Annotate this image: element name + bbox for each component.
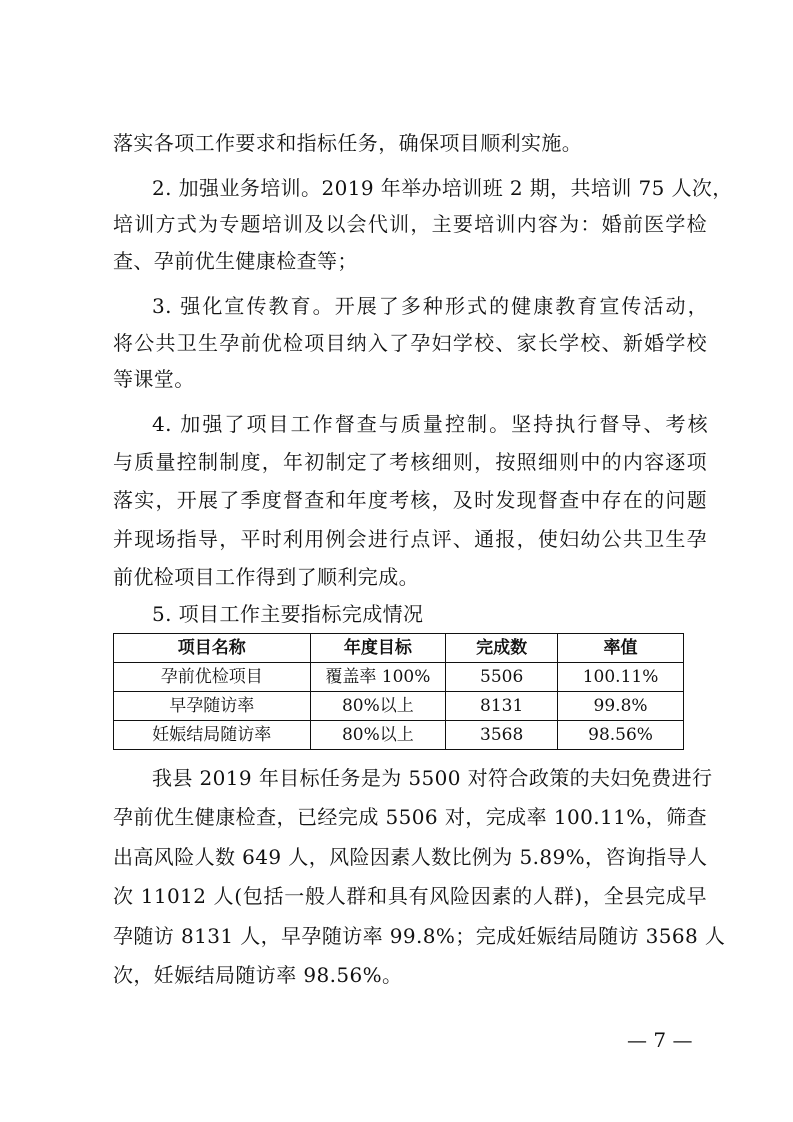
table-cell: 孕前优检项目 — [114, 663, 311, 692]
paragraph-line: 孕随访 8131 人，早孕随访率 99.8%；完成妊娠结局随访 3568 人 — [113, 924, 726, 948]
paragraph-line: 与质量控制制度，年初制定了考核细则，按照细则中的内容逐项 — [113, 450, 707, 474]
page-number: — 7 — — [627, 1028, 693, 1052]
paragraph-line: 出高风险人数 649 人，风险因素人数比例为 5.89%，咨询指导人 — [113, 845, 708, 869]
table-header-cell: 年度目标 — [310, 634, 446, 663]
table-cell: 妊娠结局随访率 — [114, 721, 311, 750]
paragraph-line: 落实，开展了季度督查和年度考核，及时发现督查中存在的问题 — [113, 488, 707, 512]
table-row — [114, 663, 684, 692]
paragraph-line: 等课堂。 — [113, 367, 195, 391]
table-cell: 98.56% — [558, 721, 684, 750]
paragraph-line: 孕前优生健康检查，已经完成 5506 对，完成率 100.11%，筛查 — [113, 805, 707, 829]
table-cell: 80%以上 — [310, 692, 446, 721]
paragraph-line: 3. 强化宣传教育。开展了多种形式的健康教育宣传活动， — [152, 294, 708, 318]
table-cell: 8131 — [446, 692, 558, 721]
table-cell: 100.11% — [558, 663, 684, 692]
table-row — [114, 721, 684, 750]
paragraph-line: 次，妊娠结局随访率 98.56%。 — [113, 963, 403, 987]
table-cell: 覆盖率 100% — [310, 663, 446, 692]
paragraph-line: 2. 加强业务培训。2019 年举办培训班 2 期，共培训 75 人次， — [152, 176, 733, 200]
table-header-cell: 项目名称 — [114, 634, 311, 663]
paragraph-line: 查、孕前优生健康检查等； — [113, 249, 358, 273]
table-cell: 3568 — [446, 721, 558, 750]
paragraph-line: 培训方式为专题培训及以会代训，主要培训内容为：婚前医学检 — [113, 212, 707, 236]
table-cell: 早孕随访率 — [114, 692, 311, 721]
table-row — [114, 692, 684, 721]
paragraph-line: 将公共卫生孕前优检项目纳入了孕妇学校、家长学校、新婚学校 — [113, 331, 707, 355]
paragraph-line: 落实各项工作要求和指标任务，确保项目顺利实施。 — [113, 131, 583, 155]
table-cell: 99.8% — [558, 692, 684, 721]
section-heading: 5. 项目工作主要指标完成情况 — [152, 602, 424, 626]
paragraph-line: 前优检项目工作得到了顺利完成。 — [113, 565, 419, 589]
table-header-row — [114, 634, 684, 663]
indicator-table — [113, 633, 684, 750]
paragraph-line: 并现场指导，平时利用例会进行点评、通报，使妇幼公共卫生孕 — [113, 527, 707, 551]
table-cell: 80%以上 — [310, 721, 446, 750]
table-cell: 5506 — [446, 663, 558, 692]
table-header-cell: 完成数 — [446, 634, 558, 663]
paragraph-line: 我县 2019 年目标任务是为 5500 对符合政策的夫妇免费进行 — [152, 766, 713, 790]
paragraph-line: 次 11012 人(包括一般人群和具有风险因素的人群)，全县完成早 — [113, 884, 707, 908]
paragraph-line: 4. 加强了项目工作督查与质量控制。坚持执行督导、考核 — [152, 412, 708, 436]
table-header-cell: 率值 — [558, 634, 684, 663]
